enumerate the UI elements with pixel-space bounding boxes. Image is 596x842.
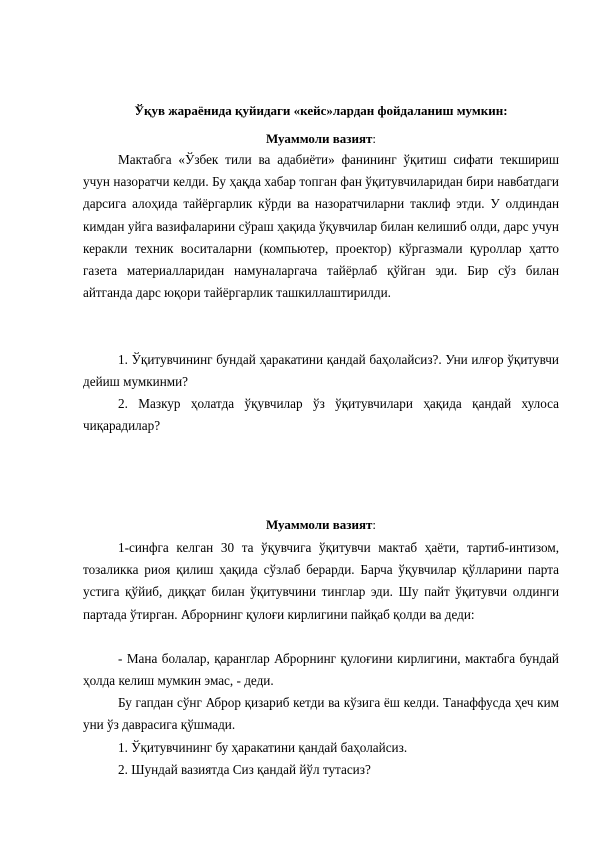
case1-heading (83, 131, 559, 147)
case1-heading-colon: : (372, 131, 377, 146)
case1-question-2: 2. Мазкур ҳолатда ўқувчилар ўз ўқитувчилари ҳақида қандай хулоса чиқарадилар? (83, 396, 559, 434)
case1-body: Мактабга «Ўзбек тили ва адабиёти» фанининг ўқитиш сифати текшириш учун назоратчи келди. Бу ҳақда хабар топган фан ўқитувчиларидан бири навбатдаги дарсига алоҳида тайёргарлик кўрди ва назоратчиларни таклиф этди. У олдиндан кимдан уйга вазифаларини сўраш ҳақида ўқувчилар билан келишиб олди, дарс учун керакли техник воситаларни (компьютер, проектор) кўргазмали қуроллар ҳатто газета материалларидан намуналаргача тайёрлаб қўйган эди. Бир сўз билан айтганда дарс юқори тайёргарлик ташкиллаштирилди. (83, 152, 559, 301)
case2-heading-colon: : (372, 517, 377, 532)
case2-body-3: Бу гапдан сўнг Аброр қизариб кетди ва кўзига ёш келди. Танаффусда ҳеч ким уни ўз даврасига қўшмади. (83, 695, 559, 733)
case2-question-2: 2. Шундай вазиятда Сиз қандай йўл тутасиз? (118, 762, 371, 777)
case2-heading-text: Муаммоли вазият (265, 517, 373, 532)
case2-body-2: - Мана болалар, қаранглар Аброрнинг қулоғини кирлигини, мактабга бундай ҳолда келиш мумкин эмас, - деди. (83, 651, 559, 689)
case2-question-1: 1. Ўқитувчининг бу ҳаракатини қандай баҳолайсиз. (118, 740, 408, 755)
case2-heading (83, 517, 559, 533)
document-title: Ўқув жараёнида қуйидаги «кейс»лардан фойдаланиш мумкин: (134, 103, 508, 118)
case1-heading-text: Муаммоли вазият (265, 131, 373, 146)
case1-question-1: 1. Ўқитувчининг бундай ҳаракатини қандай баҳолайсиз?. Уни илғор ўқитувчи дейиш мумкинми? (83, 352, 559, 390)
case2-body-1: 1-синфга келган 30 та ўқувчига ўқитувчи мактаб ҳаёти, тартиб-интизом, тозаликка риоя қилиш ҳақида сўзлаб берарди. Барча ўқувчилар қўлларини парта устига қўйиб, диққат билан ўқитувчини тинглар эди. Шу пайт ўқитувчи олдинги партада ўтирган. Аброрнинг қулоғи кирлигини пайқаб қолди ва деди: (83, 540, 559, 622)
